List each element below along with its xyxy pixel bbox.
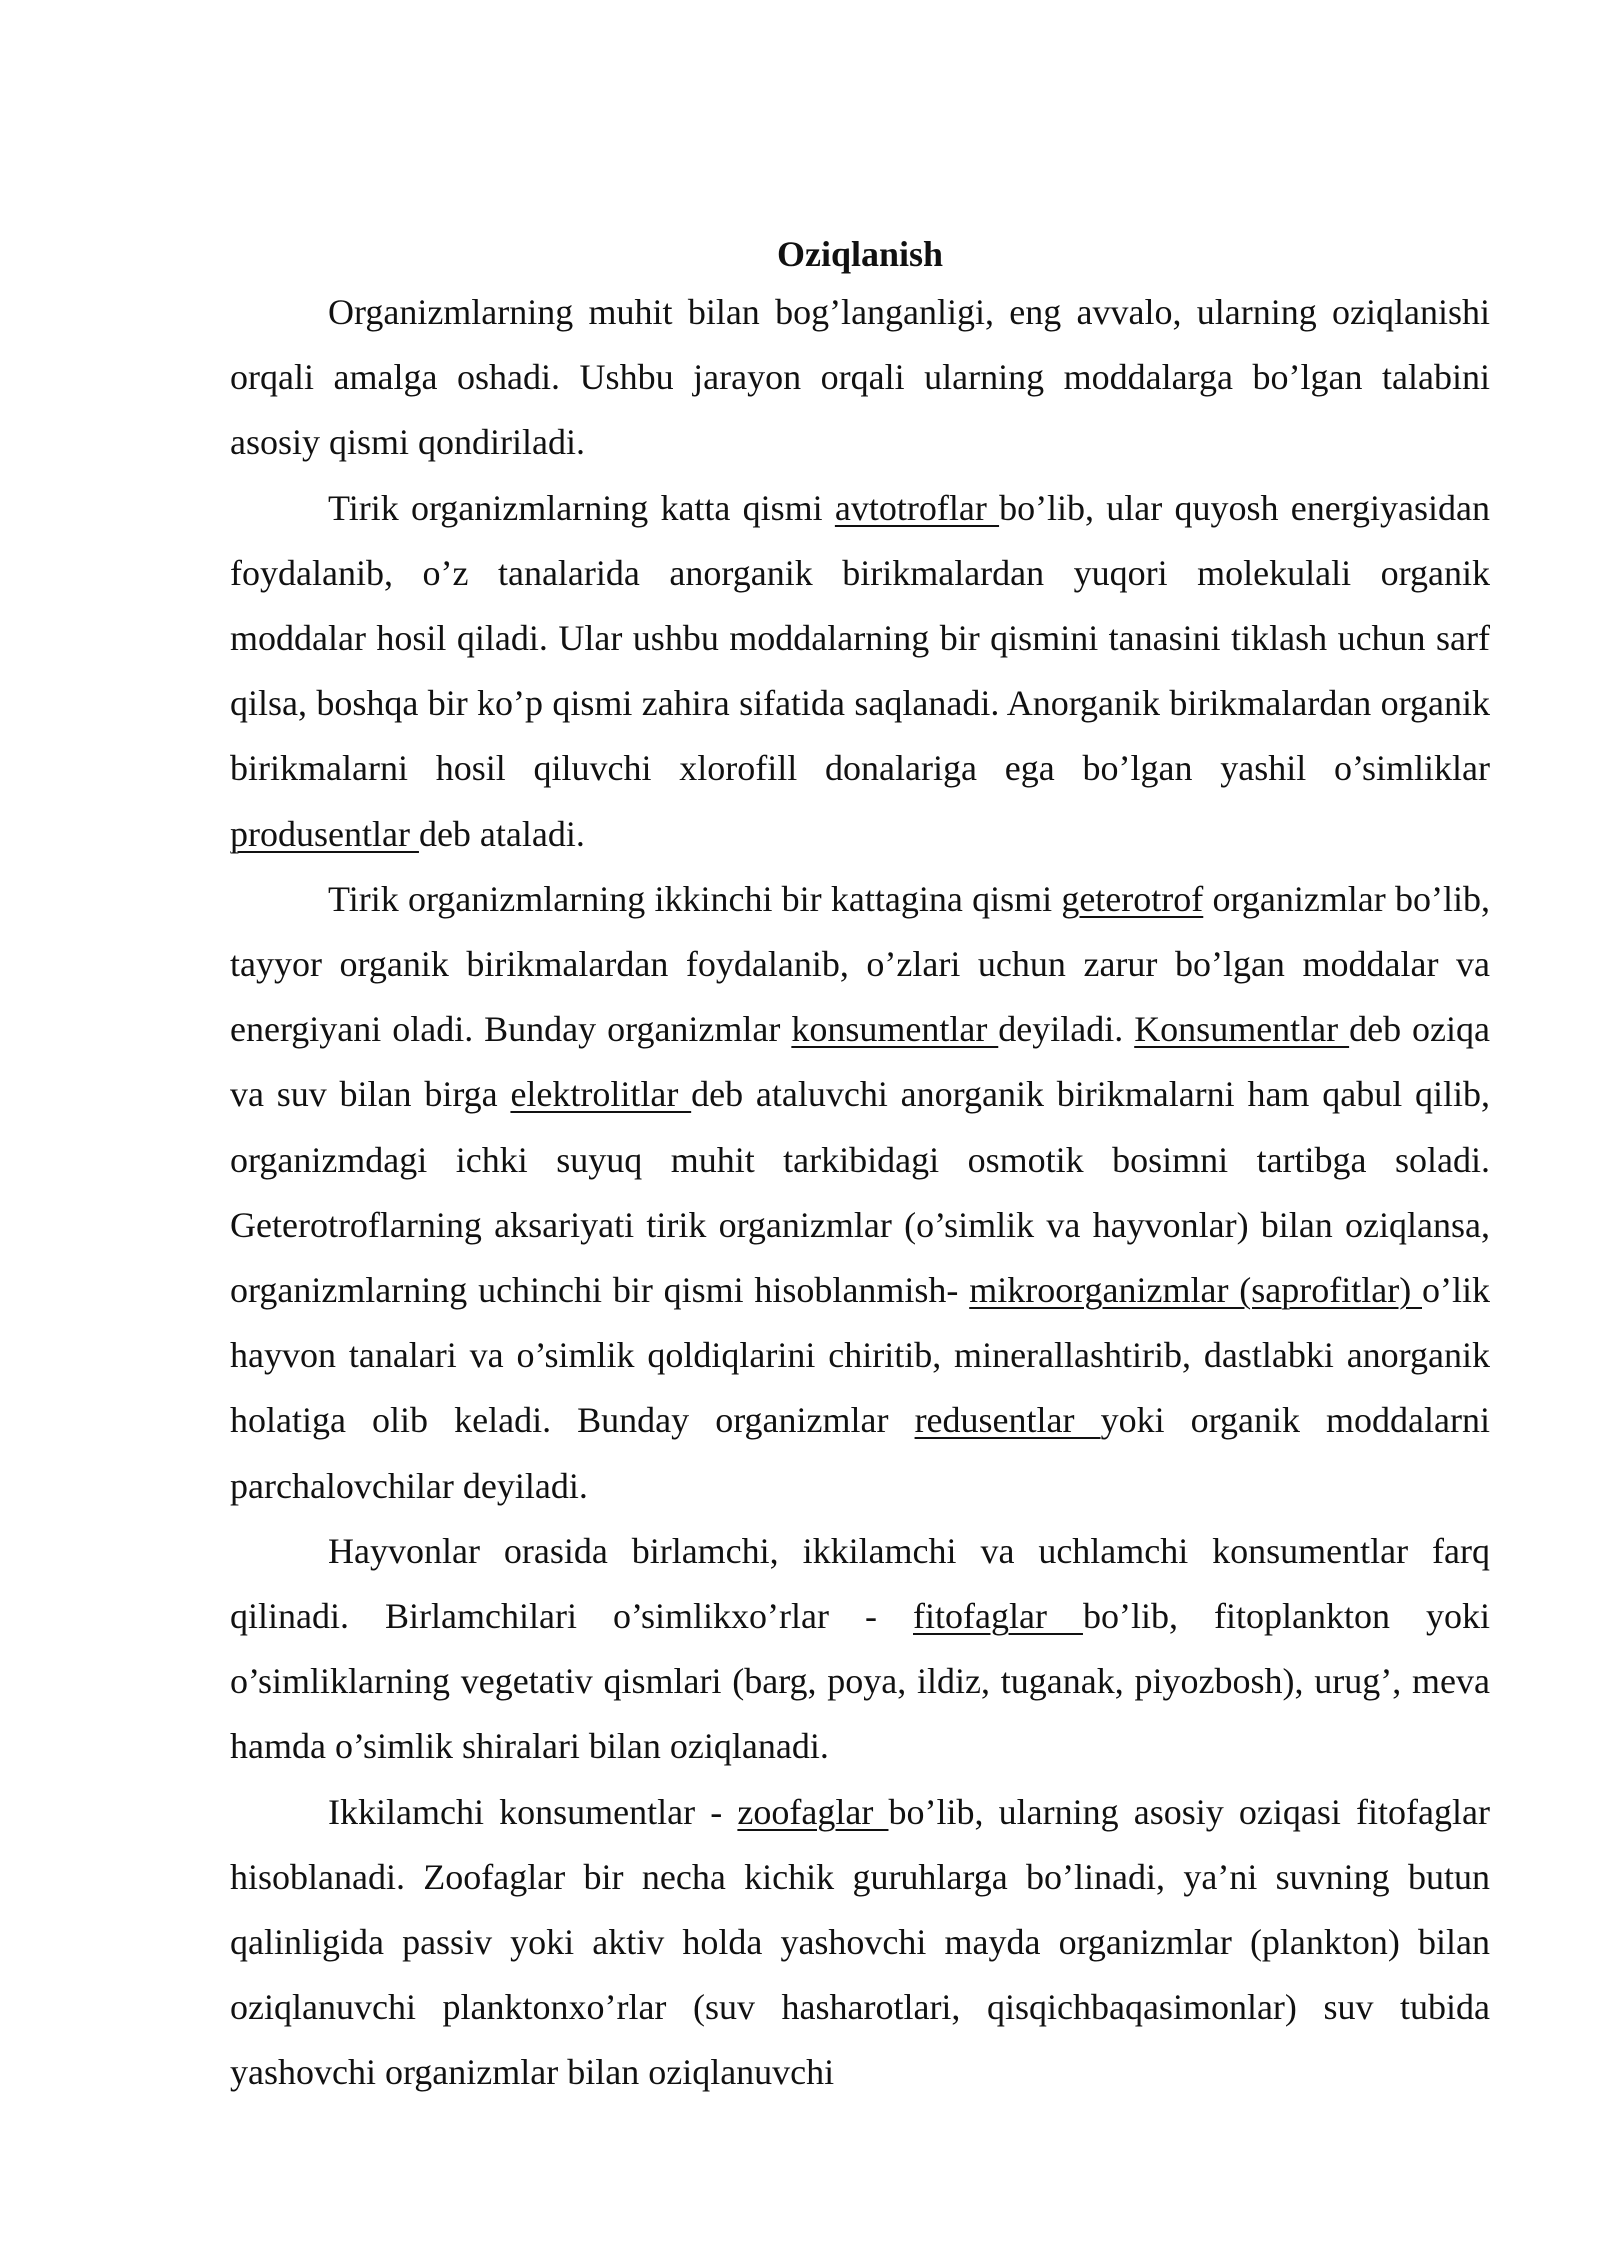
text-run: Ikkilamchi konsumentlar - <box>328 1791 738 1832</box>
paragraph-2 <box>230 476 1490 867</box>
paragraph-1 <box>230 280 1490 476</box>
text-run: Organizmlarning muhit bilan bog’langanligi, eng avvalo, ularning oziqlanishi orqali amalga oshadi. Ushbu jarayon orqali ularning moddalarga bo’lgan talabini asosiy qismi qondiriladi. <box>230 292 1490 463</box>
text-run: bo’lib, ular quyosh energiyasidan foydalanib, o’z tanalarida anorganik birikmalardan yuqori molekulali organik moddalar hosil qiladi. Ular ushbu moddalarning bir qismini tanasini tiklash uchun sarf qilsa, boshqa bir ko’p qismi zahira sifatida saqlanadi. Anorganik birikmalardan organik birikmalarni hosil qiluvchi xlorofill donalariga ega bo’lgan yashil o’simliklar <box>230 487 1490 789</box>
text-run: bo’lib, fitoplankton yoki o’simliklarning vegetativ qismlari (barg, poya, ildiz, tuganak, piyozbosh), urug’, meva hamda o’simlik shiralari bilan oziqlanadi. <box>230 1596 1490 1767</box>
underlined-term: Konsumentlar <box>1134 1009 1350 1050</box>
text-run: yoki organik moddalarni parchalovchilar deyiladi. <box>230 1400 1490 1506</box>
underlined-term: redusentlar <box>914 1400 1101 1441</box>
text-run: bo’lib, ularning asosiy oziqasi fitofaglar hisoblanadi. Zoofaglar bir necha kichik guruhlarga bo’linadi, ya’ni suvning butun qalinligida passiv yoki aktiv holda yashovchi mayda organizmlar (plankton) bilan oziqlanuvchi planktonxo’rlar (suv hasharotlari, qisqichbaqasimonlar) suv tubida yashovchi organizmlar bilan oziqlanuvchi <box>230 1791 1490 2093</box>
document-body <box>230 228 1490 2106</box>
text-run: Tirik organizmlarning ikkinchi bir kattagina qismi <box>328 878 1062 919</box>
underlined-term: konsumentlar <box>791 1009 999 1050</box>
underlined-term: zoofaglar <box>737 1791 889 1832</box>
text-run: deb ataladi. <box>418 813 585 854</box>
text-run: o’lik hayvon tanalari va o’simlik qoldiqlarini chiritib, minerallashtirib, dastlabki anorganik holatiga olib keladi. Bunday organizmlar <box>230 1270 1490 1441</box>
text-run: Hayvonlar orasida birlamchi, ikkilamchi va uchlamchi konsumentlar farq qilinadi. Birlamchilari o’simlikxo’rlar - <box>230 1530 1490 1637</box>
paragraph-3 <box>230 867 1490 1519</box>
underlined-term: produsentlar <box>230 813 419 854</box>
text-run: deyiladi. <box>998 1009 1135 1050</box>
underlined-term: geterotrof <box>1061 878 1204 919</box>
text-run: organizmlar bo’lib, tayyor organik birikmalardan foydalanib, o’zlari uchun zarur bo’lgan moddalar va energiyani oladi. Bunday organizmlar <box>230 878 1490 1050</box>
underlined-term: fitofaglar <box>913 1596 1083 1637</box>
underlined-term: mikroorganizmlar (saprofitlar) <box>969 1270 1422 1311</box>
underlined-term: elektrolitlar <box>510 1074 692 1115</box>
document-title: Oziqlanish <box>776 234 944 274</box>
text-run: deb oziqa va suv bilan birga <box>230 1009 1490 1115</box>
paragraph-4 <box>230 1519 1490 1780</box>
paragraph-5 <box>230 1780 1490 2106</box>
underlined-term: avtotroflar <box>834 487 1000 528</box>
text-run: deb ataluvchi anorganik birikmalarni ham qabul qilib, organizmdagi ichki suyuq muhit tarkibidagi osmotik bosimni tartibga soladi. Geterotroflarning aksariyati tirik organizmlar (o’simlik va hayvonlar) bilan oziqlansa, organizmlarning uchinchi bir qismi hisoblanmish- <box>230 1074 1490 1311</box>
text-run: Tirik organizmlarning katta qismi <box>328 487 835 528</box>
